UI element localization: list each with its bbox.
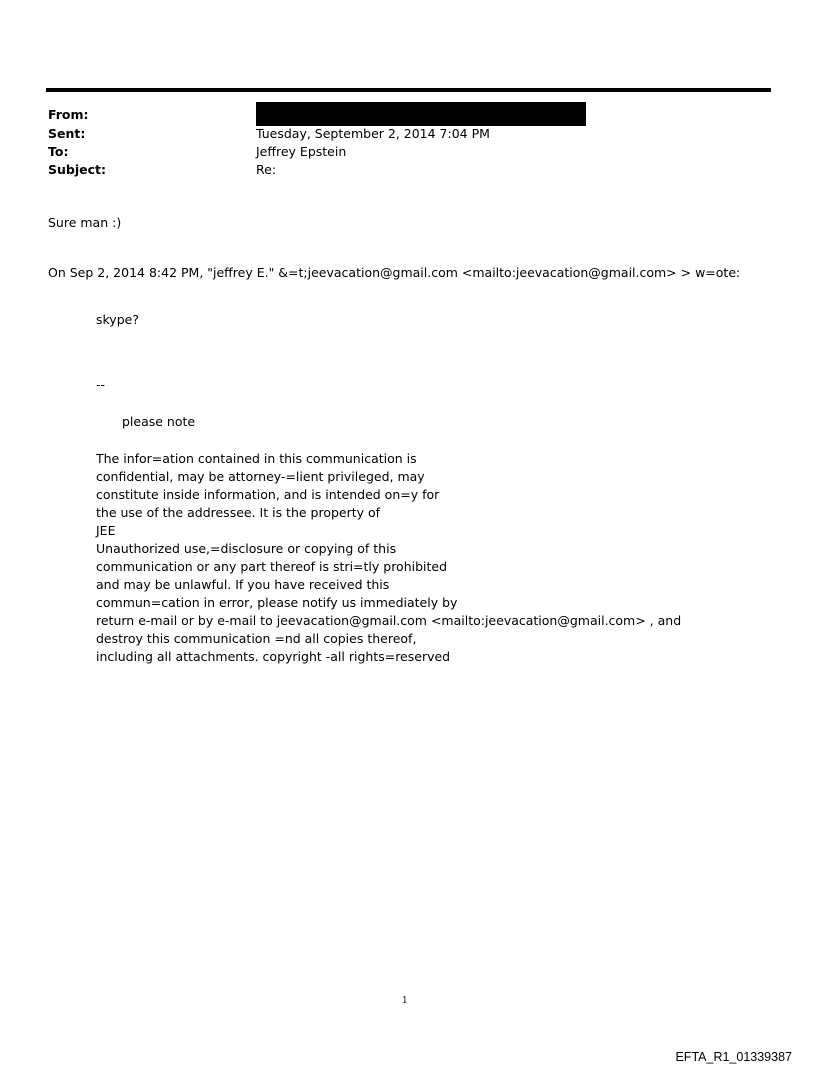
quote-intro: On Sep 2, 2014 8:42 PM, "jeffrey E." &=t;jeevacation@gmail.com <mailto:jeevacation@gmail.com> > w=ote: (48, 265, 741, 280)
sent-label: Sent: (48, 126, 86, 141)
to-value: Jeffrey Epstein (256, 144, 347, 159)
redaction-block (256, 102, 586, 126)
disclaimer-line: return e-mail or by e-mail to jeevacation@gmail.com <mailto:jeevacation@gmail.com> , and (96, 613, 682, 628)
document-id: EFTA_R1_01339387 (675, 1050, 792, 1064)
subject-label: Subject: (48, 162, 106, 177)
disclaimer-line: Unauthorized use,=disclosure or copying of this (96, 541, 397, 556)
subject-value: Re: (256, 162, 277, 177)
disclaimer-line: The infor=ation contained in this communication is (96, 451, 417, 466)
disclaimer (96, 450, 681, 666)
please-note: please note (122, 414, 196, 429)
disclaimer-line: constitute inside information, and is intended on=y for (96, 487, 440, 502)
header-divider (46, 88, 771, 92)
disclaimer-line: including all attachments. copyright -all rights=reserved (96, 649, 451, 664)
page-number: 1 (402, 996, 408, 1006)
quoted-message: skype? (96, 312, 139, 327)
to-label: To: (48, 144, 69, 159)
disclaimer-line: commun=cation in error, please notify us immediately by (96, 595, 458, 610)
from-label: From: (48, 107, 89, 122)
disclaimer-line: confidential, may be attorney-=lient privileged, may (96, 469, 425, 484)
disclaimer-line: communication or any part thereof is stri=tly prohibited (96, 559, 448, 574)
disclaimer-line: and may be unlawful. If you have received this (96, 577, 390, 592)
disclaimer-line: destroy this communication =nd all copies thereof, (96, 631, 417, 646)
reply-text: Sure man :) (48, 215, 122, 230)
signature-separator: -- (96, 377, 106, 392)
sent-value: Tuesday, September 2, 2014 7:04 PM (256, 126, 490, 141)
disclaimer-line: JEE (96, 523, 116, 538)
disclaimer-line: the use of the addressee. It is the property of (96, 505, 381, 520)
